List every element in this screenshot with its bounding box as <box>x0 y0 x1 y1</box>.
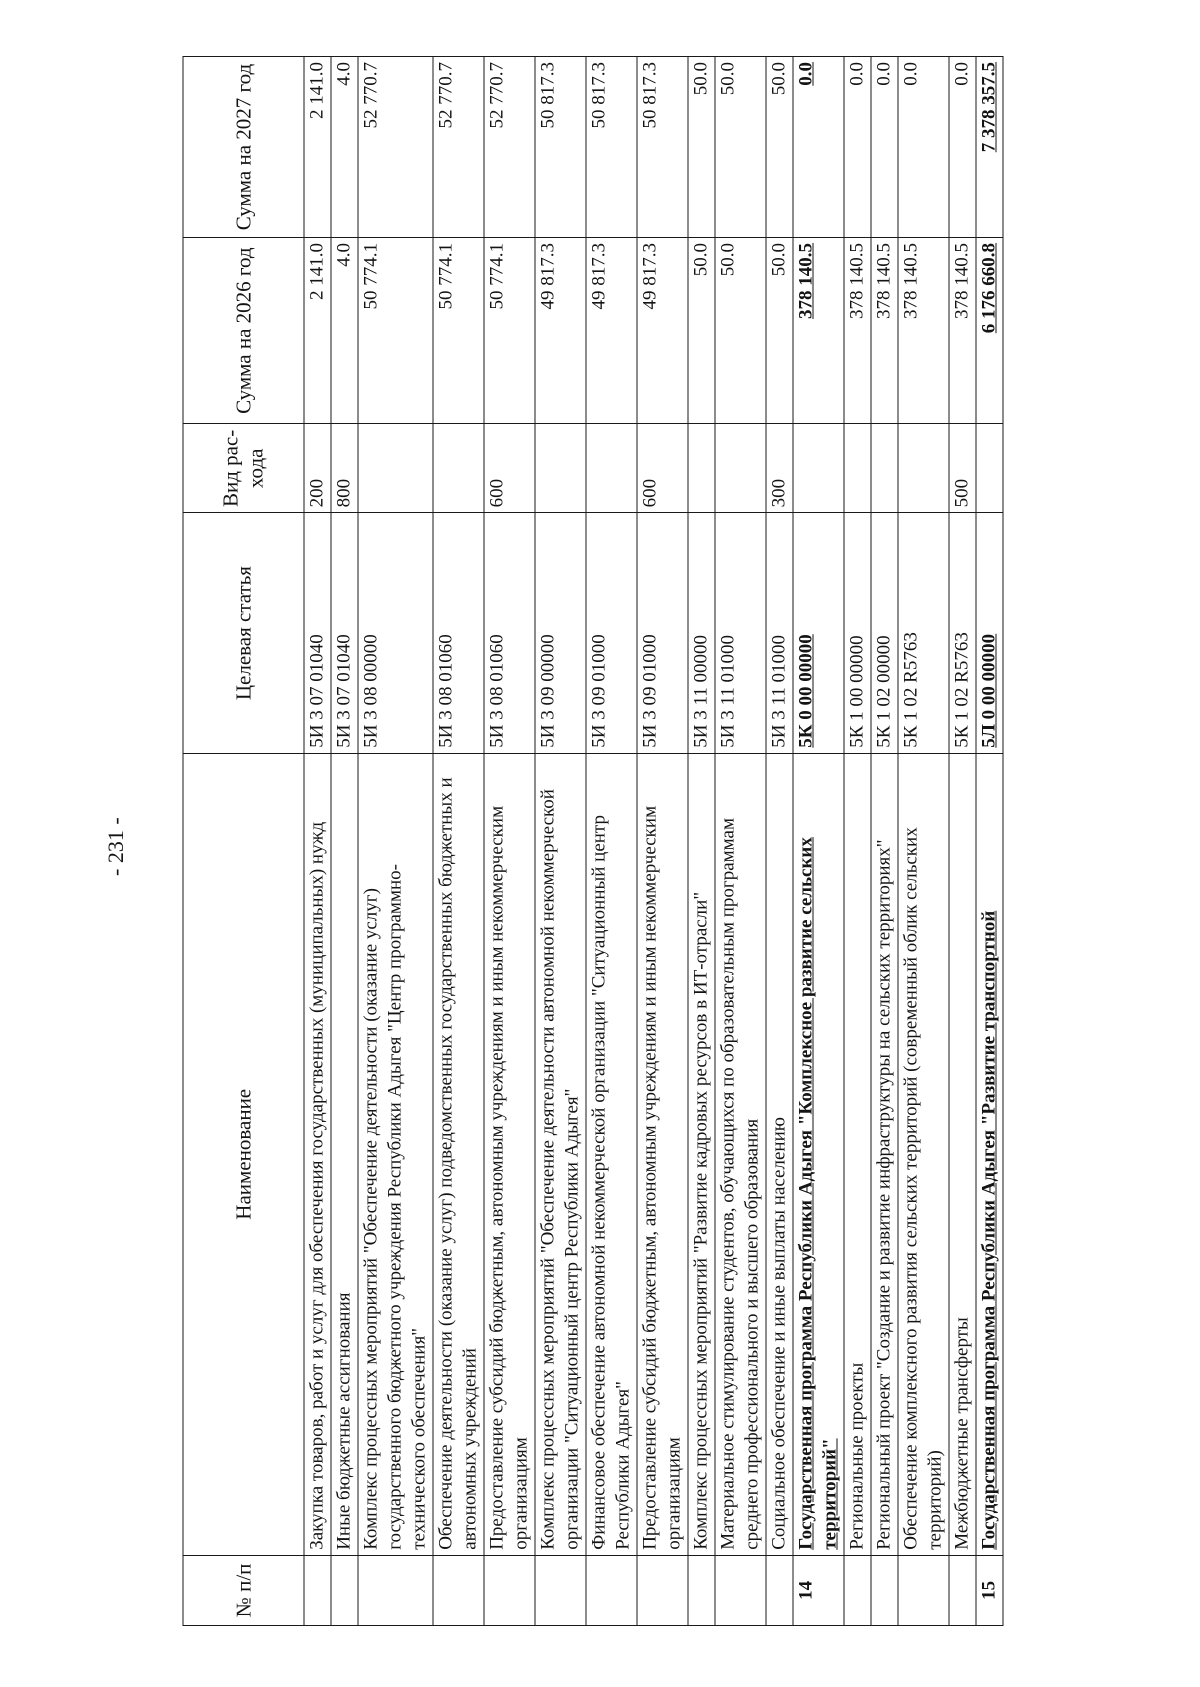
header-code: Целевая статья <box>183 513 304 753</box>
table-row <box>715 57 766 1626</box>
cell-expense-type <box>358 424 433 513</box>
cell-expense-type <box>586 424 637 513</box>
cell-sum-2026: 50 774.1 <box>433 237 484 423</box>
cell-no <box>535 1555 586 1625</box>
cell-name: Комплекс процессных мероприятий "Обеспечение деятельности (оказание услуг) государственного бюджетного учреждения Республики Адыгея "Центр программно-технического обеспечения" <box>358 753 433 1555</box>
cell-target-article: 5И 3 11 00000 <box>688 513 715 753</box>
cell-no <box>766 1555 793 1625</box>
cell-sum-2027: 52 770.7 <box>433 57 484 238</box>
cell-expense-type <box>793 424 844 513</box>
cell-sum-2027: 50.0 <box>766 57 793 238</box>
cell-target-article: 5И 3 11 01000 <box>715 513 766 753</box>
cell-name: Государственная программа Республики Адыгея "Развитие транспортной <box>976 753 1003 1555</box>
cell-no <box>433 1555 484 1625</box>
cell-expense-type: 800 <box>331 424 358 513</box>
cell-sum-2027: 50.0 <box>688 57 715 238</box>
table-body <box>304 57 1003 1626</box>
cell-target-article: 5И 3 08 01060 <box>484 513 535 753</box>
header-name: Наименование <box>183 753 304 1555</box>
cell-sum-2027: 50 817.3 <box>535 57 586 238</box>
cell-sum-2027: 7 378 357.5 <box>976 57 1003 238</box>
table-row <box>766 57 793 1626</box>
cell-sum-2027: 52 770.7 <box>484 57 535 238</box>
cell-target-article: 5К 1 02 00000 <box>871 513 898 753</box>
cell-target-article: 5К 0 00 00000 <box>793 513 844 753</box>
cell-sum-2027: 52 770.7 <box>358 57 433 238</box>
cell-sum-2027: 0.0 <box>898 57 949 238</box>
cell-sum-2026: 50.0 <box>715 237 766 423</box>
table-row <box>331 57 358 1626</box>
table-row <box>949 57 976 1626</box>
cell-expense-type <box>535 424 586 513</box>
cell-name: Материальное стимулирование студентов, обучающихся по образовательным программам среднего профессионального и высшего образования <box>715 753 766 1555</box>
table-row <box>304 57 331 1626</box>
table-header-row <box>183 57 304 1626</box>
cell-sum-2027: 0.0 <box>949 57 976 238</box>
cell-sum-2026: 49 817.3 <box>535 237 586 423</box>
cell-sum-2026: 378 140.5 <box>793 237 844 423</box>
header-vid: Вид рас-хода <box>183 424 304 513</box>
cell-name: Региональные проекты <box>844 753 871 1555</box>
cell-no <box>871 1555 898 1625</box>
cell-no <box>484 1555 535 1625</box>
cell-sum-2026: 50 774.1 <box>358 237 433 423</box>
cell-sum-2026: 50 774.1 <box>484 237 535 423</box>
table-row <box>793 57 844 1626</box>
cell-target-article: 5И 3 11 01000 <box>766 513 793 753</box>
cell-no <box>715 1555 766 1625</box>
cell-name: Предоставление субсидий бюджетным, автономным учреждениям и иным некоммерческим организациям <box>484 753 535 1555</box>
table-row <box>535 57 586 1626</box>
header-no: № п/п <box>183 1555 304 1625</box>
cell-no <box>688 1555 715 1625</box>
cell-sum-2026: 378 140.5 <box>949 237 976 423</box>
cell-expense-type: 600 <box>484 424 535 513</box>
page-number: - 231 - <box>103 817 128 876</box>
cell-expense-type: 300 <box>766 424 793 513</box>
cell-sum-2026: 378 140.5 <box>898 237 949 423</box>
cell-target-article: 5И 3 08 01060 <box>433 513 484 753</box>
cell-sum-2026: 49 817.3 <box>637 237 688 423</box>
cell-name: Социальное обеспечение и иные выплаты населению <box>766 753 793 1555</box>
cell-name: Региональный проект "Создание и развитие инфраструктуры на сельских территориях" <box>871 753 898 1555</box>
table-row <box>484 57 535 1626</box>
cell-sum-2027: 0.0 <box>871 57 898 238</box>
cell-name: Обеспечение комплексного развития сельских территорий (современный облик сельских территорий) <box>898 753 949 1555</box>
cell-expense-type <box>871 424 898 513</box>
cell-target-article: 5И 3 07 01040 <box>304 513 331 753</box>
cell-no <box>304 1555 331 1625</box>
cell-expense-type <box>898 424 949 513</box>
cell-sum-2027: 2 141.0 <box>304 57 331 238</box>
cell-target-article: 5И 3 09 00000 <box>535 513 586 753</box>
table-row <box>637 57 688 1626</box>
cell-expense-type: 500 <box>949 424 976 513</box>
cell-target-article: 5И 3 08 00000 <box>358 513 433 753</box>
cell-sum-2026: 49 817.3 <box>586 237 637 423</box>
table-row <box>844 57 871 1626</box>
cell-target-article: 5К 1 02 R5763 <box>949 513 976 753</box>
cell-sum-2027: 0.0 <box>844 57 871 238</box>
cell-sum-2026: 378 140.5 <box>844 237 871 423</box>
header-sum-2026: Сумма на 2026 год <box>183 237 304 423</box>
budget-table <box>183 56 1004 1626</box>
cell-sum-2026: 6 176 660.8 <box>976 237 1003 423</box>
cell-target-article: 5К 1 02 R5763 <box>898 513 949 753</box>
cell-target-article: 5К 1 00 00000 <box>844 513 871 753</box>
cell-name: Комплекс процессных мероприятий "Развитие кадровых ресурсов в ИТ-отрасли" <box>688 753 715 1555</box>
cell-target-article: 5Л 0 00 00000 <box>976 513 1003 753</box>
cell-name: Комплекс процессных мероприятий "Обеспечение деятельности автономной некоммерческой организации "Ситуационный центр Республики Адыгея" <box>535 753 586 1555</box>
cell-name: Закупка товаров, работ и услуг для обеспечения государственных (муниципальных) нужд <box>304 753 331 1555</box>
cell-no <box>949 1555 976 1625</box>
cell-sum-2026: 50.0 <box>688 237 715 423</box>
cell-target-article: 5И 3 09 01000 <box>586 513 637 753</box>
cell-no <box>331 1555 358 1625</box>
table-row <box>358 57 433 1626</box>
cell-sum-2027: 4.0 <box>331 57 358 238</box>
cell-no <box>586 1555 637 1625</box>
table-row <box>433 57 484 1626</box>
cell-target-article: 5И 3 09 01000 <box>637 513 688 753</box>
cell-expense-type <box>715 424 766 513</box>
cell-expense-type <box>976 424 1003 513</box>
cell-sum-2027: 50.0 <box>715 57 766 238</box>
cell-target-article: 5И 3 07 01040 <box>331 513 358 753</box>
cell-sum-2026: 2 141.0 <box>304 237 331 423</box>
budget-table-wrapper <box>183 56 1140 1626</box>
table-row <box>688 57 715 1626</box>
cell-expense-type <box>844 424 871 513</box>
cell-name: Предоставление субсидий бюджетным, автономным учреждениям и иным некоммерческим организациям <box>637 753 688 1555</box>
table-row <box>871 57 898 1626</box>
table-row <box>586 57 637 1626</box>
cell-expense-type <box>433 424 484 513</box>
cell-no: 14 <box>793 1555 844 1625</box>
cell-expense-type <box>688 424 715 513</box>
table-row <box>976 57 1003 1626</box>
cell-sum-2026: 4.0 <box>331 237 358 423</box>
cell-name: Иные бюджетные ассигнования <box>331 753 358 1555</box>
header-sum-2027: Сумма на 2027 год <box>183 57 304 238</box>
cell-no <box>637 1555 688 1625</box>
cell-sum-2026: 50.0 <box>766 237 793 423</box>
cell-expense-type: 200 <box>304 424 331 513</box>
cell-no: 15 <box>976 1555 1003 1625</box>
cell-no <box>898 1555 949 1625</box>
cell-expense-type: 600 <box>637 424 688 513</box>
table-row <box>898 57 949 1626</box>
cell-sum-2027: 0.0 <box>793 57 844 238</box>
cell-sum-2027: 50 817.3 <box>637 57 688 238</box>
cell-no <box>358 1555 433 1625</box>
cell-name: Обеспечение деятельности (оказание услуг) подведомственных государственных бюджетных и автономных учреждений <box>433 753 484 1555</box>
cell-no <box>844 1555 871 1625</box>
cell-sum-2026: 378 140.5 <box>871 237 898 423</box>
cell-name: Государственная программа Республики Адыгея "Комплексное развитие сельских территорий" <box>793 753 844 1555</box>
cell-name: Межбюджетные трансферты <box>949 753 976 1555</box>
cell-name: Финансовое обеспечение автономной некоммерческой организации "Ситуационный центр Республики Адыгея" <box>586 753 637 1555</box>
cell-sum-2027: 50 817.3 <box>586 57 637 238</box>
